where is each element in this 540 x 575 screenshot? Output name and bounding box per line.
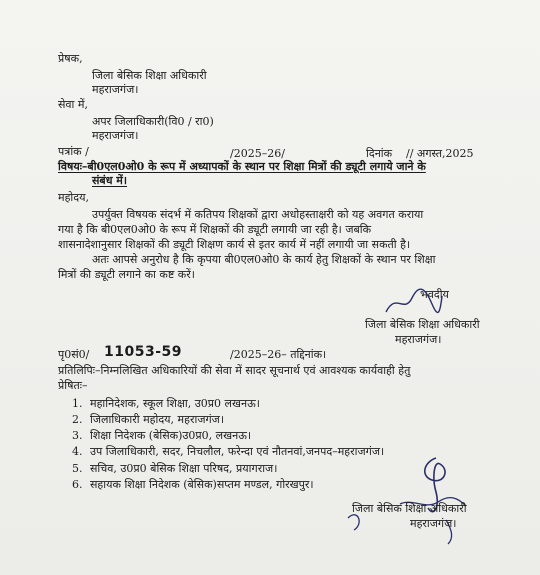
closing-yours: भवदीय (420, 288, 449, 301)
salutation: महोदय, (58, 191, 89, 204)
body-p1-line-1: उपर्युक्त विषयक संदर्भ में कतिपय शिक्षकों द्वारा अधोहस्ताक्षरी को यह अवगत कराया (92, 208, 424, 221)
subject-line-2: संबंध में। (92, 174, 128, 187)
final-signature-mark (340, 448, 480, 548)
ref-date-label: दिनांक (366, 147, 393, 160)
list-item-text: सचिव, उ0प्र0 बेसिक शिक्षा परिषद, प्रयागराज। (90, 462, 278, 475)
copy-ref-tail: /2025–26– तद्दिनांक। (230, 348, 327, 361)
list-item-text: जिलाधिकारी महोदय, महराजगंज। (90, 413, 225, 426)
copy-ref-number: 11053-59 (104, 344, 182, 360)
list-item-number: 6. (72, 478, 83, 491)
recipient-place: महराजगंज। (92, 129, 139, 142)
sender-label: प्रेषक, (58, 52, 83, 65)
final-sign-place: महराजगंज। (410, 517, 457, 530)
body-p2-line-1: अतः आपसे अनुरोध है कि कृपया बी0एल0ओ0 के कार्य हेतु शिक्षकों के स्थान पर शिक्षा (92, 253, 436, 266)
copy-intro-line-2: प्रेषितः– (58, 379, 88, 392)
ref-label: पत्रांक / (58, 145, 89, 158)
copy-intro-line-1: प्रतिलिपिः–निम्नलिखित अधिकारियों की सेवा में सादर सूचनार्थ एवं आवश्यक कार्यवाही हेतु (58, 364, 411, 377)
list-item-number: 3. (72, 429, 83, 442)
body-p1-line-2: गया है कि बी0एल0ओ0 के रूप में शिक्षकों की ड्यूटी लगायी जा रही है। जबकि (58, 223, 372, 236)
copy-ref-label: पृ0सं0/ (58, 348, 90, 361)
closing-title: जिला बेसिक शिक्षा अधिकारी (365, 318, 480, 331)
list-item-number: 5. (72, 462, 83, 475)
list-item-text: महानिदेशक, स्कूल शिक्षा, उ0प्र0 लखनऊ। (90, 397, 260, 410)
list-item-text: उप जिलाधिकारी, सदर, निचलौल, फरेन्दा एवं नौतनवां,जनपद–महराजगंज। (90, 445, 385, 458)
list-item-number: 4. (72, 445, 83, 458)
sender-title: जिला बेसिक शिक्षा अधिकारी (92, 69, 207, 82)
list-item-number: 2. (72, 413, 83, 426)
body-p1-line-3: शासनादेशानुसार शिक्षकों की ड्यूटी शिक्षण कार्य से इतर कार्य में नहीं लगायी जा सकती है। (58, 238, 411, 251)
subject-line-1: विषयः–बी0एल0ओ0 के रूप में अध्यापकों के स्थान पर शिक्षा मित्रों की ड्यूटी लगाये जाने के (58, 160, 426, 173)
sender-place: महराजगंज। (92, 83, 139, 96)
ref-number: /2025–26/ (230, 147, 285, 160)
list-item-text: शिक्षा निदेशक (बेसिक)उ0प्र0, लखनऊ। (90, 429, 252, 442)
recipient-label: सेवा में, (58, 98, 88, 111)
list-item-text: सहायक शिक्षा निदेशक (बेसिक)सप्तम मण्डल, गोरखपुर। (90, 478, 314, 491)
ref-date: // अगस्त,2025 (406, 147, 474, 160)
body-p2-line-2: मित्रों की ड्यूटी लगाने का कष्ट करें। (58, 268, 195, 281)
recipient-title: अपर जिलाधिकारी(वि0 / रा0) (92, 115, 214, 128)
list-item-number: 1. (72, 397, 83, 410)
final-sign-title: जिला बेसिक शिक्षा अधिकारी (352, 502, 467, 515)
closing-place: महराजगंज। (395, 333, 442, 346)
signature-mark (382, 284, 444, 320)
